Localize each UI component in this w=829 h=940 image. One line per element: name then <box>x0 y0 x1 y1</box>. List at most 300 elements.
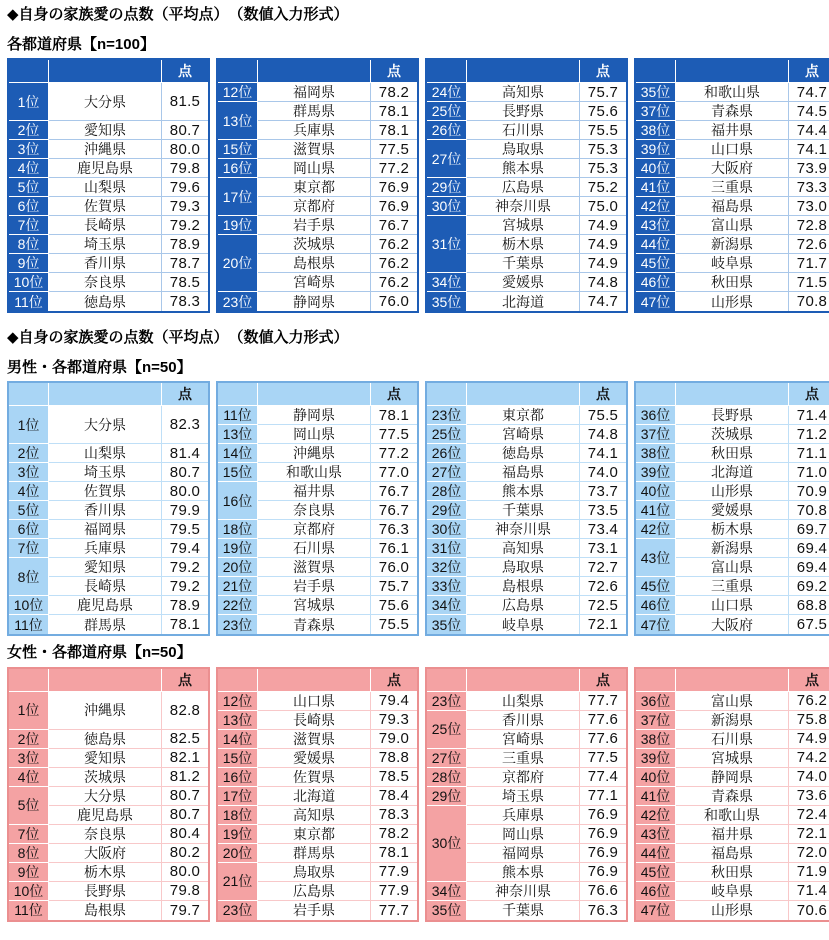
prefecture-cell: 大阪府 <box>676 615 789 634</box>
table-row <box>218 83 417 102</box>
prefecture-cell: 広島県 <box>258 882 371 901</box>
score-cell: 77.6 <box>580 711 626 730</box>
prefecture-cell: 千葉県 <box>467 901 580 920</box>
prefecture-cell: 奈良県 <box>49 273 162 292</box>
rank-cell: 34位 <box>427 596 467 615</box>
rank-cell: 45位 <box>636 577 676 596</box>
score-cell: 79.6 <box>162 178 208 197</box>
prefecture-cell: 愛媛県 <box>258 749 371 768</box>
score-cell: 79.4 <box>371 692 417 711</box>
prefecture-cell: 愛媛県 <box>676 501 789 520</box>
rank-cell: 38位 <box>636 121 676 140</box>
score-cell: 79.3 <box>162 197 208 216</box>
prefecture-cell: 東京都 <box>258 178 371 197</box>
prefecture-cell: 長崎県 <box>49 216 162 235</box>
rank-cell: 9位 <box>9 254 49 273</box>
rank-cell: 37位 <box>636 102 676 121</box>
table-row <box>218 692 417 711</box>
prefecture-cell: 島根県 <box>49 901 162 920</box>
rank-cell: 32位 <box>427 558 467 577</box>
prefecture-cell: 新潟県 <box>676 539 789 558</box>
table-row <box>427 425 626 444</box>
prefecture-cell: 神奈川県 <box>467 197 580 216</box>
score-cell: 74.8 <box>580 425 626 444</box>
rank-cell: 31位 <box>427 539 467 558</box>
table-row <box>636 425 829 444</box>
rank-header-cell <box>427 669 467 692</box>
prefecture-cell: 福井県 <box>258 482 371 501</box>
table-row <box>427 292 626 311</box>
ranking-table <box>425 381 628 636</box>
table-row <box>636 596 829 615</box>
score-cell: 78.2 <box>371 825 417 844</box>
ranking-table <box>7 667 210 922</box>
prefecture-cell: 広島県 <box>467 178 580 197</box>
table-row <box>427 539 626 558</box>
table-row <box>9 197 208 216</box>
rank-cell: 35位 <box>427 901 467 920</box>
rank-cell: 11位 <box>9 292 49 311</box>
prefecture-cell: 埼玉県 <box>49 235 162 254</box>
score-cell: 77.0 <box>371 463 417 482</box>
score-cell: 72.6 <box>789 235 829 254</box>
prefecture-cell: 鳥取県 <box>258 863 371 882</box>
table-row <box>218 596 417 615</box>
rank-cell: 42位 <box>636 197 676 216</box>
table-row <box>9 159 208 178</box>
score-cell: 76.0 <box>371 558 417 577</box>
table-row <box>427 787 626 806</box>
prefecture-cell: 茨城県 <box>49 768 162 787</box>
rank-cell: 40位 <box>636 482 676 501</box>
prefecture-cell: 沖縄県 <box>49 140 162 159</box>
rank-cell: 20位 <box>218 558 258 577</box>
rank-cell: 23位 <box>427 692 467 711</box>
rank-cell: 35位 <box>427 615 467 634</box>
ranking-table <box>425 667 628 922</box>
score-cell: 74.0 <box>580 463 626 482</box>
prefecture-cell: 石川県 <box>467 121 580 140</box>
rank-cell: 45位 <box>636 254 676 273</box>
rank-cell: 24位 <box>427 83 467 102</box>
score-cell: 79.0 <box>371 730 417 749</box>
rank-cell: 8位 <box>9 558 49 596</box>
prefecture-cell: 大阪府 <box>49 844 162 863</box>
prefecture-cell: 長崎県 <box>49 577 162 596</box>
rank-cell: 43位 <box>636 825 676 844</box>
rank-cell: 18位 <box>218 520 258 539</box>
rank-cell: 25位 <box>427 425 467 444</box>
score-cell: 78.7 <box>162 254 208 273</box>
rank-cell: 16位 <box>218 768 258 787</box>
prefecture-cell: 熊本県 <box>467 863 580 882</box>
table-row <box>218 140 417 159</box>
rank-cell: 37位 <box>636 711 676 730</box>
prefecture-cell: 静岡県 <box>258 292 371 311</box>
rank-cell: 12位 <box>218 83 258 102</box>
rank-cell: 29位 <box>427 178 467 197</box>
rank-cell: 30位 <box>427 197 467 216</box>
table-row <box>636 901 829 920</box>
score-cell: 69.4 <box>789 539 829 558</box>
prefecture-cell: 福岡県 <box>49 520 162 539</box>
score-cell: 74.7 <box>789 83 829 102</box>
rank-header-cell <box>218 383 258 406</box>
table-row <box>9 292 208 311</box>
rank-cell: 16位 <box>218 482 258 520</box>
rank-cell: 47位 <box>636 901 676 920</box>
rank-cell: 40位 <box>636 159 676 178</box>
table-row <box>427 102 626 121</box>
score-cell: 77.5 <box>371 140 417 159</box>
prefecture-cell: 奈良県 <box>49 825 162 844</box>
rank-cell: 15位 <box>218 749 258 768</box>
rank-header-cell <box>9 669 49 692</box>
score-cell: 70.9 <box>789 482 829 501</box>
table-row <box>636 216 829 235</box>
score-cell: 74.0 <box>789 768 829 787</box>
table-row <box>218 806 417 825</box>
score-cell: 78.9 <box>162 235 208 254</box>
rank-cell: 16位 <box>218 159 258 178</box>
score-cell: 74.2 <box>789 749 829 768</box>
score-cell: 67.5 <box>789 615 829 634</box>
table-row <box>9 254 208 273</box>
section-male-prefectures <box>7 330 829 636</box>
table-header-row <box>218 60 417 83</box>
table-row <box>427 901 626 920</box>
table-row <box>9 749 208 768</box>
prefecture-cell: 青森県 <box>676 102 789 121</box>
score-cell: 79.8 <box>162 882 208 901</box>
table-row <box>427 806 626 825</box>
rank-cell: 15位 <box>218 140 258 159</box>
prefecture-header-cell <box>467 383 580 406</box>
table-header-row <box>9 669 208 692</box>
prefecture-cell: 和歌山県 <box>676 83 789 102</box>
table-header-row <box>636 669 829 692</box>
score-cell: 78.3 <box>371 806 417 825</box>
score-cell: 70.6 <box>789 901 829 920</box>
prefecture-cell: 群馬県 <box>49 615 162 634</box>
rank-cell: 44位 <box>636 235 676 254</box>
rank-cell: 35位 <box>636 83 676 102</box>
prefecture-cell: 京都府 <box>467 768 580 787</box>
prefecture-cell: 秋田県 <box>676 273 789 292</box>
prefecture-cell: 山形県 <box>676 292 789 311</box>
score-cell: 75.0 <box>580 197 626 216</box>
rank-cell: 29位 <box>427 787 467 806</box>
rank-cell: 3位 <box>9 749 49 768</box>
prefecture-cell: 滋賀県 <box>258 558 371 577</box>
prefecture-cell: 大阪府 <box>676 159 789 178</box>
prefecture-cell: 東京都 <box>258 825 371 844</box>
ranking-table <box>425 58 628 313</box>
rank-cell: 46位 <box>636 596 676 615</box>
score-cell: 75.7 <box>580 83 626 102</box>
rank-cell: 6位 <box>9 197 49 216</box>
table-row <box>636 444 829 463</box>
score-cell: 76.2 <box>371 235 417 254</box>
table-row <box>9 825 208 844</box>
ranking-table <box>7 58 210 313</box>
score-cell: 71.2 <box>789 425 829 444</box>
score-cell: 76.9 <box>371 197 417 216</box>
prefecture-cell: 高知県 <box>467 539 580 558</box>
table-row <box>9 216 208 235</box>
score-cell: 79.2 <box>162 558 208 577</box>
prefecture-cell: 新潟県 <box>676 235 789 254</box>
table-row <box>427 140 626 159</box>
score-cell: 73.7 <box>580 482 626 501</box>
score-cell: 73.1 <box>580 539 626 558</box>
score-header-cell: 点 <box>162 60 208 83</box>
prefecture-cell: 愛知県 <box>49 558 162 577</box>
score-cell: 74.4 <box>789 121 829 140</box>
prefecture-cell: 徳島県 <box>49 730 162 749</box>
prefecture-cell: 北海道 <box>676 463 789 482</box>
prefecture-cell: 神奈川県 <box>467 520 580 539</box>
prefecture-cell: 岩手県 <box>258 577 371 596</box>
prefecture-cell: 岐阜県 <box>676 882 789 901</box>
score-cell: 80.7 <box>162 463 208 482</box>
prefecture-cell: 岐阜県 <box>467 615 580 634</box>
rank-cell: 10位 <box>9 273 49 292</box>
prefecture-cell: 静岡県 <box>676 768 789 787</box>
score-cell: 74.8 <box>580 273 626 292</box>
table-row <box>9 692 208 730</box>
score-cell: 79.5 <box>162 520 208 539</box>
table-row <box>9 730 208 749</box>
prefecture-cell: 広島県 <box>467 596 580 615</box>
prefecture-cell: 愛知県 <box>49 749 162 768</box>
table-row <box>636 692 829 711</box>
rank-cell: 15位 <box>218 463 258 482</box>
score-cell: 77.9 <box>371 863 417 882</box>
table-row <box>218 159 417 178</box>
score-header-cell: 点 <box>371 669 417 692</box>
score-cell: 77.1 <box>580 787 626 806</box>
prefecture-cell: 兵庫県 <box>258 121 371 140</box>
prefecture-header-cell <box>49 383 162 406</box>
score-cell: 76.7 <box>371 501 417 520</box>
score-cell: 78.1 <box>371 406 417 425</box>
table-row <box>9 121 208 140</box>
table-row <box>9 444 208 463</box>
rank-cell: 31位 <box>427 216 467 273</box>
prefecture-cell: 香川県 <box>49 254 162 273</box>
table-row <box>636 292 829 311</box>
table-header-row <box>9 383 208 406</box>
table-row <box>427 749 626 768</box>
table-row <box>218 577 417 596</box>
table-row <box>9 178 208 197</box>
rank-cell: 1位 <box>9 406 49 444</box>
rank-cell: 13位 <box>218 711 258 730</box>
prefecture-cell: 山梨県 <box>467 692 580 711</box>
rank-cell: 21位 <box>218 863 258 901</box>
rank-cell: 23位 <box>218 615 258 634</box>
rank-cell: 17位 <box>218 178 258 216</box>
rank-cell: 47位 <box>636 615 676 634</box>
prefecture-cell: 群馬県 <box>258 844 371 863</box>
rank-cell: 4位 <box>9 768 49 787</box>
prefecture-cell: 京都府 <box>258 197 371 216</box>
prefecture-cell: 山梨県 <box>49 444 162 463</box>
section-title: ◆自身の家族愛の点数（平均点） （数値入力形式） <box>7 6 349 23</box>
table-row <box>636 863 829 882</box>
rank-cell: 36位 <box>636 406 676 425</box>
rank-cell: 41位 <box>636 787 676 806</box>
score-cell: 78.3 <box>162 292 208 311</box>
score-cell: 78.1 <box>371 121 417 140</box>
table-row <box>9 844 208 863</box>
score-cell: 77.5 <box>371 425 417 444</box>
prefecture-cell: 岐阜県 <box>676 254 789 273</box>
table-row <box>636 787 829 806</box>
prefecture-cell: 和歌山県 <box>676 806 789 825</box>
table-row <box>636 197 829 216</box>
table-row <box>218 292 417 311</box>
prefecture-cell: 三重県 <box>467 749 580 768</box>
table-row <box>9 406 208 444</box>
score-cell: 79.4 <box>162 539 208 558</box>
score-cell: 73.6 <box>789 787 829 806</box>
table-row <box>218 463 417 482</box>
rank-header-cell <box>427 60 467 83</box>
score-cell: 76.0 <box>371 292 417 311</box>
score-cell: 78.5 <box>162 273 208 292</box>
prefecture-cell: 滋賀県 <box>258 730 371 749</box>
score-cell: 71.7 <box>789 254 829 273</box>
table-row <box>636 83 829 102</box>
table-row <box>218 901 417 920</box>
table-row <box>427 83 626 102</box>
prefecture-cell: 東京都 <box>467 406 580 425</box>
prefecture-cell: 岡山県 <box>467 825 580 844</box>
prefecture-cell: 福島県 <box>676 197 789 216</box>
table-row <box>636 520 829 539</box>
score-cell: 73.4 <box>580 520 626 539</box>
score-cell: 71.5 <box>789 273 829 292</box>
table-row <box>636 121 829 140</box>
prefecture-cell: 北海道 <box>467 292 580 311</box>
table-header-row <box>636 383 829 406</box>
score-cell: 70.8 <box>789 292 829 311</box>
score-cell: 75.5 <box>580 121 626 140</box>
table-row <box>636 102 829 121</box>
table-row <box>9 482 208 501</box>
rank-cell: 34位 <box>427 273 467 292</box>
prefecture-cell: 大分県 <box>49 787 162 806</box>
prefecture-header-cell <box>258 669 371 692</box>
prefecture-cell: 秋田県 <box>676 444 789 463</box>
prefecture-header-cell <box>676 669 789 692</box>
rank-cell: 45位 <box>636 863 676 882</box>
prefecture-cell: 沖縄県 <box>258 444 371 463</box>
score-cell: 78.2 <box>371 83 417 102</box>
rank-cell: 46位 <box>636 882 676 901</box>
prefecture-cell: 秋田県 <box>676 863 789 882</box>
prefecture-cell: 山形県 <box>676 482 789 501</box>
rank-cell: 13位 <box>218 425 258 444</box>
table-row <box>218 749 417 768</box>
rank-cell: 46位 <box>636 273 676 292</box>
score-cell: 78.1 <box>371 844 417 863</box>
prefecture-cell: 山形県 <box>676 901 789 920</box>
table-row <box>9 463 208 482</box>
score-cell: 78.9 <box>162 596 208 615</box>
prefecture-cell: 山口県 <box>676 596 789 615</box>
score-cell: 76.1 <box>371 539 417 558</box>
ranking-table <box>634 667 829 922</box>
table-row <box>427 711 626 730</box>
prefecture-cell: 宮城県 <box>676 749 789 768</box>
tables-row <box>7 58 829 313</box>
prefecture-cell: 高知県 <box>258 806 371 825</box>
prefecture-cell: 鳥取県 <box>467 558 580 577</box>
table-row <box>636 273 829 292</box>
score-cell: 72.7 <box>580 558 626 577</box>
prefecture-cell: 徳島県 <box>467 444 580 463</box>
table-row <box>427 273 626 292</box>
prefecture-cell: 岩手県 <box>258 901 371 920</box>
table-row <box>218 178 417 197</box>
table-row <box>427 501 626 520</box>
prefecture-cell: 佐賀県 <box>49 197 162 216</box>
table-row <box>218 730 417 749</box>
ranking-table <box>634 58 829 313</box>
rank-cell: 21位 <box>218 577 258 596</box>
score-cell: 79.2 <box>162 577 208 596</box>
score-cell: 77.7 <box>580 692 626 711</box>
prefecture-cell: 島根県 <box>467 577 580 596</box>
rank-cell: 13位 <box>218 102 258 140</box>
prefecture-cell: 福島県 <box>467 463 580 482</box>
rank-cell: 30位 <box>427 806 467 882</box>
rank-cell: 37位 <box>636 425 676 444</box>
section-subtitle: 各都道府県【n=100】 <box>7 35 155 53</box>
score-header-cell: 点 <box>162 383 208 406</box>
rank-cell: 17位 <box>218 787 258 806</box>
rank-cell: 47位 <box>636 292 676 311</box>
rank-cell: 1位 <box>9 83 49 121</box>
table-row <box>636 140 829 159</box>
rank-cell: 18位 <box>218 806 258 825</box>
prefecture-cell: 兵庫県 <box>467 806 580 825</box>
prefecture-cell: 埼玉県 <box>467 787 580 806</box>
score-header-cell: 点 <box>371 383 417 406</box>
rank-cell: 4位 <box>9 482 49 501</box>
score-cell: 80.0 <box>162 482 208 501</box>
score-cell: 75.6 <box>371 596 417 615</box>
table-row <box>427 178 626 197</box>
table-row <box>636 615 829 634</box>
score-cell: 77.9 <box>371 882 417 901</box>
score-cell: 78.1 <box>162 615 208 634</box>
score-cell: 72.1 <box>580 615 626 634</box>
prefecture-cell: 福井県 <box>676 121 789 140</box>
score-cell: 82.1 <box>162 749 208 768</box>
prefecture-cell: 北海道 <box>258 787 371 806</box>
rank-cell: 19位 <box>218 216 258 235</box>
section-subtitle: 女性・各都道府県【n=50】 <box>7 644 192 661</box>
score-cell: 78.5 <box>371 768 417 787</box>
table-row <box>427 768 626 787</box>
score-cell: 74.1 <box>580 444 626 463</box>
table-row <box>427 216 626 235</box>
score-cell: 79.7 <box>162 901 208 920</box>
